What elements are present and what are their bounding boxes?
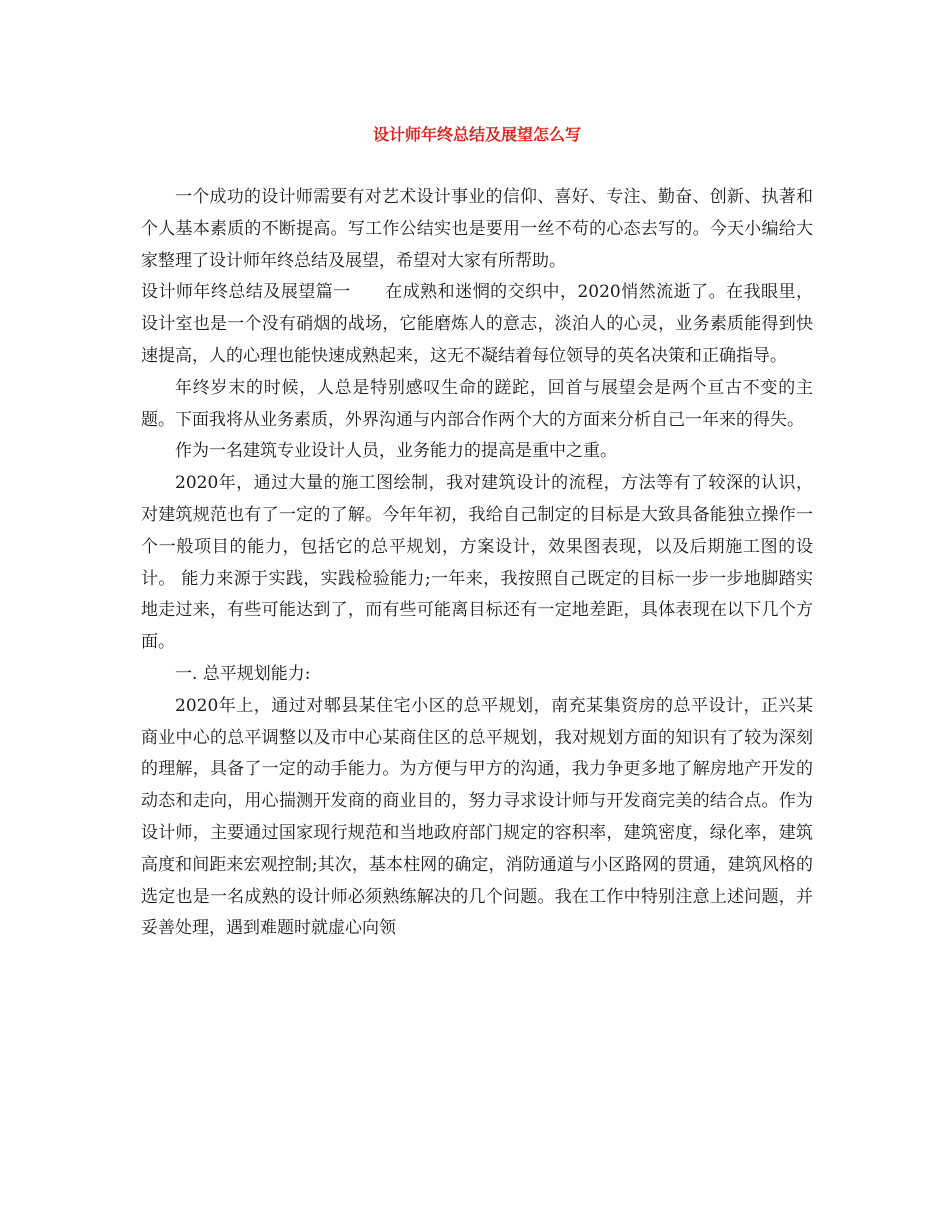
document-body <box>141 182 813 945</box>
section-heading: 设计师年终总结及展望篇一 <box>141 282 351 303</box>
body-paragraph: 2020年上，通过对郫县某住宅小区的总平规划，南充某集资房的总平设计，正兴某商业中心的总平调整以及市中心某商住区的总平规划，我对规划方面的知识有了较为深刻的理解，具备了一定的动手能力。为方便与甲方的沟通，我力争更多地了解房地产开发的动态和走向，用心揣测开发商的商业目的，努力寻求设计师与开发商完美的结合点。作为设计师，主要通过国家现行规范和当地政府部门规定的容积率，建筑密度，绿化率，建筑高度和间距来宏观控制;其次，基本柱网的确定，消防通道与小区路网的贯通，建筑风格的选定也是一名成熟的设计师必须熟练解决的几个问题。我在工作中特别注意上述问题，并妥善处理，遇到难题时就虚心向领 <box>141 695 813 939</box>
body-paragraph: 作为一名建筑专业设计人员，业务能力的提高是重中之重。 <box>175 441 617 462</box>
section-first-text: 在成熟和迷惘的交织中，2020悄然流逝了。在我眼里，设计室也是一个没有硝烟的战场，它能磨炼人的意志，淡泊人的心灵，业务素质能得到快速提高，人的心理也能快速成熟起来，这无不凝结着每位领导的英名决策和正确指导。 <box>141 282 814 366</box>
document-page <box>141 0 813 945</box>
subsection-heading: 一. 总平规划能力: <box>175 663 311 684</box>
body-paragraph: 2020年，通过大量的施工图绘制，我对建筑设计的流程，方法等有了较深的认识，对建筑规范也有了一定的了解。今年年初，我给自己制定的目标是大致具备能独立操作一个一般项目的能力，包括它的总平规划，方案设计，效果图表现，以及后期施工图的设计。 能力来源于实践，实践检验能力;一年来，我按照自己既定的目标一步一步地脚踏实地走过来，有些可能达到了，而有些可能离目标还有一定地差距，具体表现在以下几个方面。 <box>141 473 813 653</box>
intro-paragraph: 一个成功的设计师需要有对艺术设计事业的信仰、喜好、专注、勤奋、创新、执著和个人基本素质的不断提高。写工作公结实也是要用一丝不苟的心态去写的。今天小编给大家整理了设计师年终总结及展望，希望对大家有所帮助。 <box>141 187 813 271</box>
body-paragraph: 年终岁末的时候，人总是特别感叹生命的蹉跎，回首与展望会是两个亘古不变的主题。下面我将从业务素质，外界沟通与内部合作两个大的方面来分析自己一年来的得失。 <box>141 377 813 430</box>
document-title: 设计师年终总结及展望怎么写 <box>372 125 581 144</box>
section-paragraph <box>141 277 813 372</box>
